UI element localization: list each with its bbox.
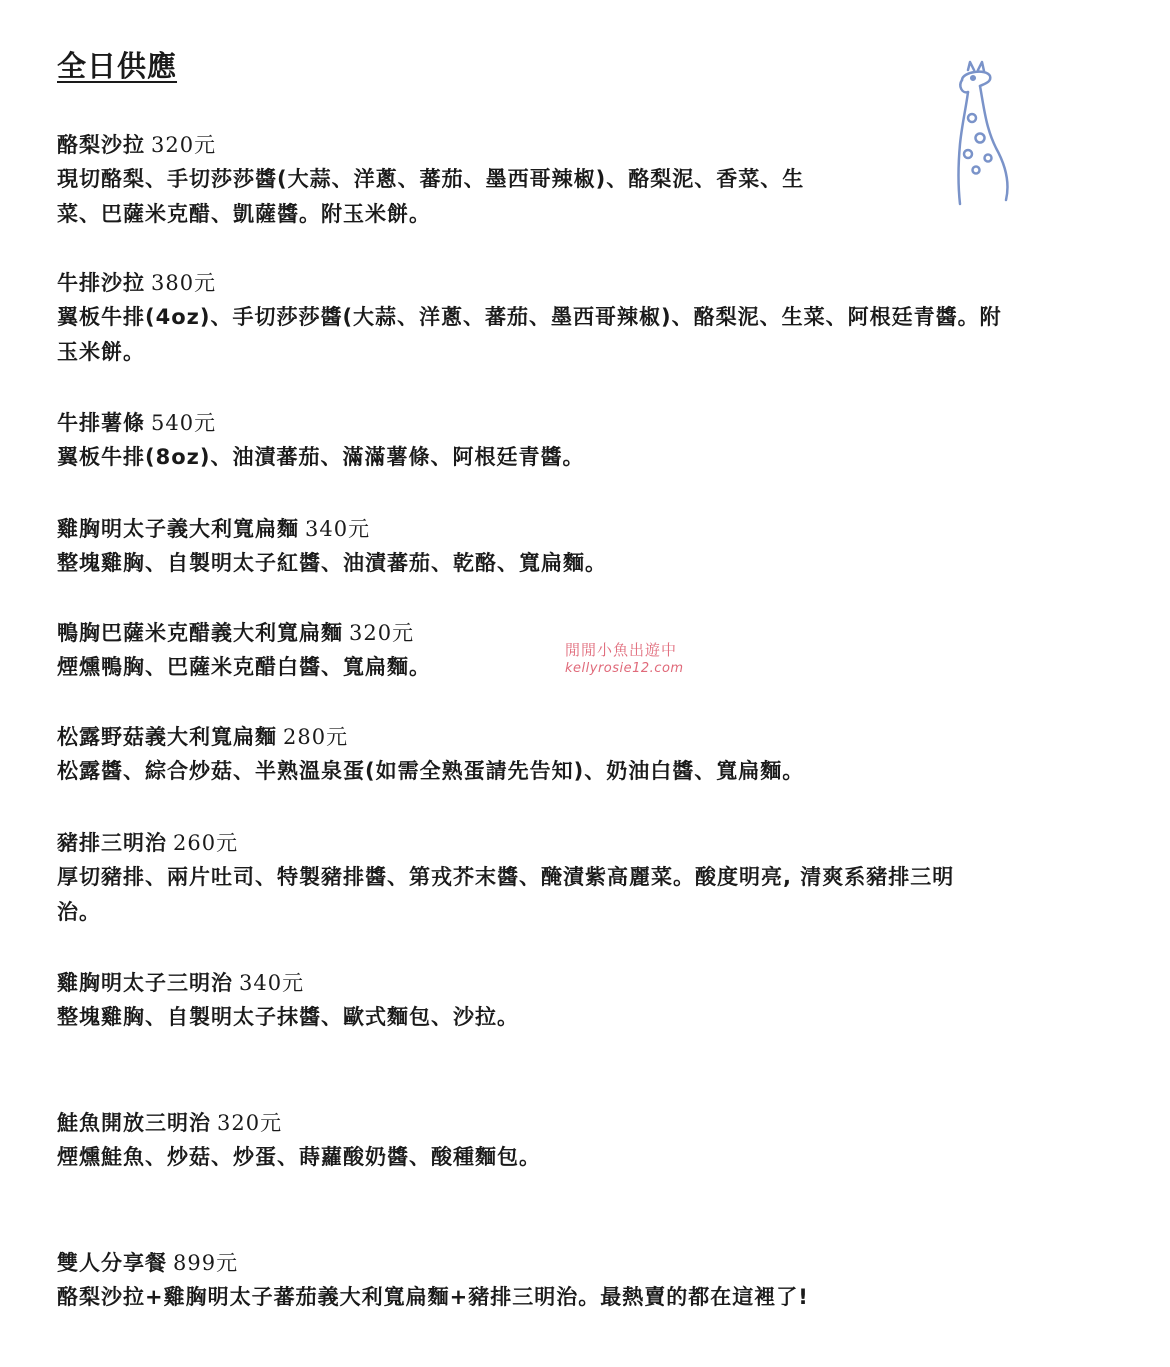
menu-item [57, 128, 1097, 232]
item-name [57, 266, 1097, 300]
item-price: 320元 [217, 1111, 283, 1135]
menu-item [57, 266, 1097, 370]
page-title: 全日供應 [57, 49, 178, 83]
menu-item [57, 512, 1097, 581]
item-price: 320元 [349, 621, 415, 645]
item-name [57, 1106, 1097, 1140]
item-price: 280元 [283, 725, 349, 749]
item-name [57, 966, 1097, 1000]
menu-item [57, 720, 1097, 789]
item-title: 雞胸明太子三明治 [57, 971, 233, 995]
item-name [57, 512, 1097, 546]
menu-item [57, 966, 1097, 1035]
item-description: 煙燻鮭魚、炒菇、炒蛋、蒔蘿酸奶醬、酸種麵包。 [57, 1145, 541, 1169]
item-description: 翼板牛排(8oz)、油漬蕃茄、滿滿薯條、阿根廷青醬。 [57, 445, 585, 469]
item-name [57, 406, 1097, 440]
item-description: 現切酪梨、手切莎莎醬(大蒜、洋蔥、蕃茄、墨西哥辣椒)、酪梨泥、香菜、生 菜、巴薩米克醋、凱薩醬。附玉米餅。 [57, 167, 805, 226]
watermark-url: kellyrosie12.com [565, 661, 684, 676]
item-description: 煙燻鴨胸、巴薩米克醋白醬、寬扁麵。 [57, 655, 431, 679]
item-name [57, 128, 1097, 162]
menu-item [57, 1246, 1097, 1315]
item-title: 松露野菇義大利寬扁麵 [57, 725, 277, 749]
menu-item [57, 826, 1097, 930]
item-price: 540元 [151, 411, 217, 435]
item-title: 牛排沙拉 [57, 271, 145, 295]
item-price: 899元 [173, 1251, 239, 1275]
item-title: 鴨胸巴薩米克醋義大利寬扁麵 [57, 621, 343, 645]
item-description: 松露醬、綜合炒菇、半熟溫泉蛋(如需全熟蛋請先告知)、奶油白醬、寬扁麵。 [57, 759, 805, 783]
item-price: 320元 [151, 133, 217, 157]
watermark [565, 640, 684, 678]
item-title: 雙人分享餐 [57, 1251, 167, 1275]
item-name [57, 720, 1097, 754]
item-title: 雞胸明太子義大利寬扁麵 [57, 517, 299, 541]
item-description: 酪梨沙拉+雞胸明太子蕃茄義大利寬扁麵+豬排三明治。最熱賣的都在這裡了! [57, 1285, 809, 1309]
item-title: 豬排三明治 [57, 831, 167, 855]
item-description: 整塊雞胸、自製明太子抹醬、歐式麵包、沙拉。 [57, 1005, 519, 1029]
item-price: 380元 [151, 271, 217, 295]
item-description: 厚切豬排、兩片吐司、特製豬排醬、第戎芥末醬、醃漬紫高麗菜。酸度明亮, 清爽系豬排三明 治。 [57, 865, 955, 924]
item-title: 牛排薯條 [57, 411, 145, 435]
item-price: 340元 [305, 517, 371, 541]
watermark-text: 閒閒小魚出遊中 [565, 641, 678, 659]
item-description: 翼板牛排(4oz)、手切莎莎醬(大蒜、洋蔥、蕃茄、墨西哥辣椒)、酪梨泥、生菜、阿根廷青醬。附 玉米餅。 [57, 305, 1002, 364]
item-description: 整塊雞胸、自製明太子紅醬、油漬蕃茄、乾酪、寬扁麵。 [57, 551, 607, 575]
menu-item [57, 1106, 1097, 1175]
item-price: 340元 [239, 971, 305, 995]
menu-item [57, 406, 1097, 475]
item-name [57, 1246, 1097, 1280]
item-name [57, 826, 1097, 860]
item-title: 鮭魚開放三明治 [57, 1111, 211, 1135]
item-price: 260元 [173, 831, 239, 855]
item-title: 酪梨沙拉 [57, 133, 145, 157]
